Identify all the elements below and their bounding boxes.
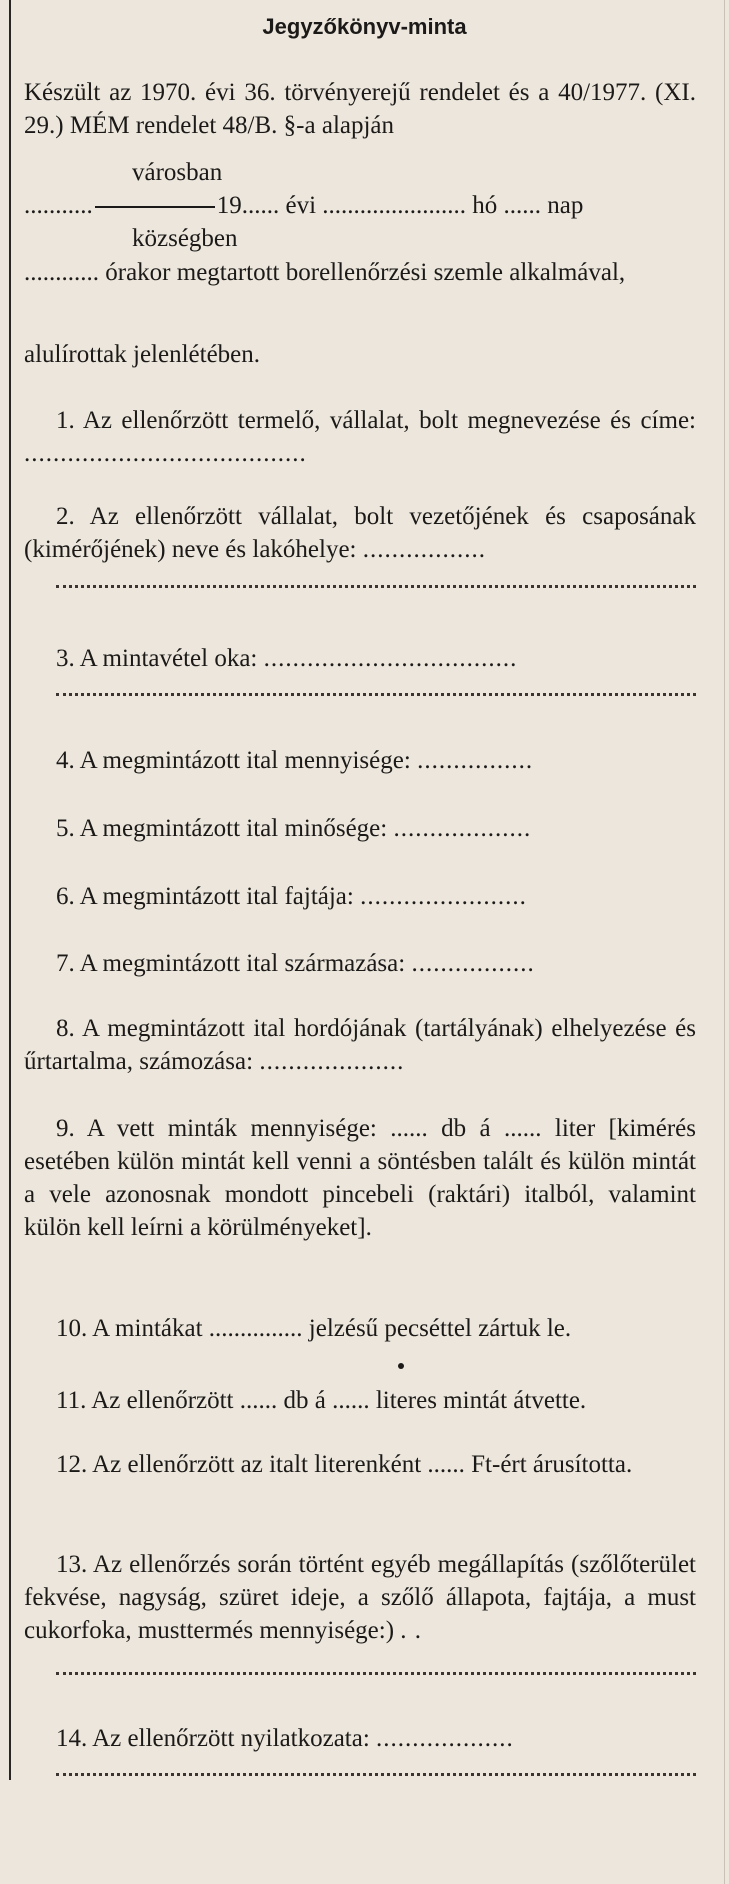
item-number: 9. xyxy=(56,1115,75,1142)
item-2-extra-line xyxy=(56,575,696,588)
item-3 xyxy=(24,642,728,675)
item-10 xyxy=(24,1312,728,1345)
year-fill: 19...... xyxy=(216,192,280,219)
left-margin-rule xyxy=(9,0,11,1780)
item-7 xyxy=(24,947,728,980)
item-number: 6. xyxy=(56,883,75,910)
item-fill: ................................... xyxy=(263,645,518,672)
item-12 xyxy=(24,1448,696,1481)
item-9 xyxy=(24,1112,696,1244)
item-number: 14. xyxy=(56,1725,88,1752)
day-fill: ...... xyxy=(503,192,542,219)
item-text: A megmintázott ital származása: xyxy=(79,950,406,977)
item-fill: . . xyxy=(400,1617,423,1644)
item-number: 12. xyxy=(56,1451,88,1478)
item-text: Az ellenőrzött vállalat, bolt vezetőjének és csaposának (kimérőjének) neve és lakóhelye: xyxy=(24,503,696,563)
item-8 xyxy=(24,1012,696,1078)
right-edge xyxy=(724,0,725,1884)
item-text: A megmintázott ital mennyisége: xyxy=(79,747,411,774)
item-fill: ................ xyxy=(417,747,534,774)
item-fill: .................... xyxy=(259,1048,405,1075)
item-13-extra-line xyxy=(56,1662,696,1675)
document-title: Jegyzőkönyv-minta xyxy=(262,14,467,39)
item-fill: ................... xyxy=(376,1725,514,1752)
item-text: Az ellenőrzött nyilatkozata: xyxy=(92,1725,370,1752)
item-14 xyxy=(24,1722,728,1755)
item-number: 3. xyxy=(56,645,75,672)
witness-line: alulírottak jelenlétében. xyxy=(24,341,261,368)
item-text: Az ellenőrzött ...... db á ...... literes mintát átvette. xyxy=(91,1387,587,1414)
place-village-label: községben xyxy=(132,225,238,252)
item-3-extra-line xyxy=(56,683,696,696)
item-2 xyxy=(24,500,696,566)
place-date-line xyxy=(24,189,696,222)
item-text: A megmintázott ital fajtája: xyxy=(79,883,354,910)
place-option-rule xyxy=(95,206,215,208)
item-text: A mintavétel oka: xyxy=(79,645,258,672)
hour-paragraph xyxy=(24,256,696,289)
hour-fill: ............ xyxy=(24,259,99,286)
item-text: A megmintázott ital hordójának (tartályának) elhelyezése és űrtartalma, számozása: xyxy=(24,1015,696,1075)
year-label: évi xyxy=(285,192,317,219)
item-number: 2. xyxy=(56,503,75,530)
item-fill: ....................... xyxy=(360,883,527,910)
item-number: 4. xyxy=(56,747,75,774)
intro-paragraph: Készült az 1970. évi 36. törvényerejű rendelet és a 40/1977. (XI. 29.) MÉM rendelet 48/B. §-a alapján xyxy=(24,79,696,139)
item-number: 10. xyxy=(56,1315,88,1342)
item-1 xyxy=(24,404,696,470)
item-4 xyxy=(24,744,728,777)
item-number: 5. xyxy=(56,815,75,842)
hour-text: órakor megtartott borellenőrzési szemle alkalmával, xyxy=(105,259,626,286)
item-text: A mintákat ............... jelzésű pecséttel zártuk le. xyxy=(92,1315,572,1342)
place-name-fill: ........... xyxy=(24,192,93,219)
item-fill: ................. xyxy=(362,536,486,563)
item-fill: ................... xyxy=(393,815,532,842)
item-14-extra-line xyxy=(56,1763,696,1776)
day-label: nap xyxy=(547,192,584,219)
item-number: 1. xyxy=(56,407,75,434)
month-label: hó xyxy=(472,192,498,219)
item-6 xyxy=(24,880,728,913)
item-5 xyxy=(24,812,728,845)
item-number: 13. xyxy=(56,1551,88,1578)
item-fill: ....................................... xyxy=(24,440,307,467)
item-13 xyxy=(24,1548,696,1647)
month-fill: ....................... xyxy=(322,192,467,219)
item-text: Az ellenőrzött az italt literenként ...... Ft-ért árusította. xyxy=(92,1451,633,1478)
item-text: A megmintázott ital minősége: xyxy=(79,815,388,842)
item-text: A vett minták mennyisége: ...... db á ...... liter [kimérés esetében külön mintát kell venni a söntésben talált és külön mintát a vele azonosnak mondott pincebeli (raktári) italból, valamint külön kell leírni a körülményeket]. xyxy=(24,1115,696,1241)
item-number: 7. xyxy=(56,950,75,977)
item-text: Az ellenőrzés során történt egyéb megállapítás (szőlőterület fekvése, nagyság, szüret ideje, a szőlő állapota, fajtája, a must cukorfoka, musttermés mennyisége:) xyxy=(24,1551,696,1644)
item-text: Az ellenőrzött termelő, vállalat, bolt megnevezése és címe: xyxy=(82,407,696,434)
place-city-label: városban xyxy=(132,159,223,186)
item-number: 11. xyxy=(56,1387,87,1414)
item-fill: ................. xyxy=(411,950,535,977)
ink-speck xyxy=(398,1363,404,1369)
item-number: 8. xyxy=(56,1015,75,1042)
item-11 xyxy=(24,1384,728,1417)
